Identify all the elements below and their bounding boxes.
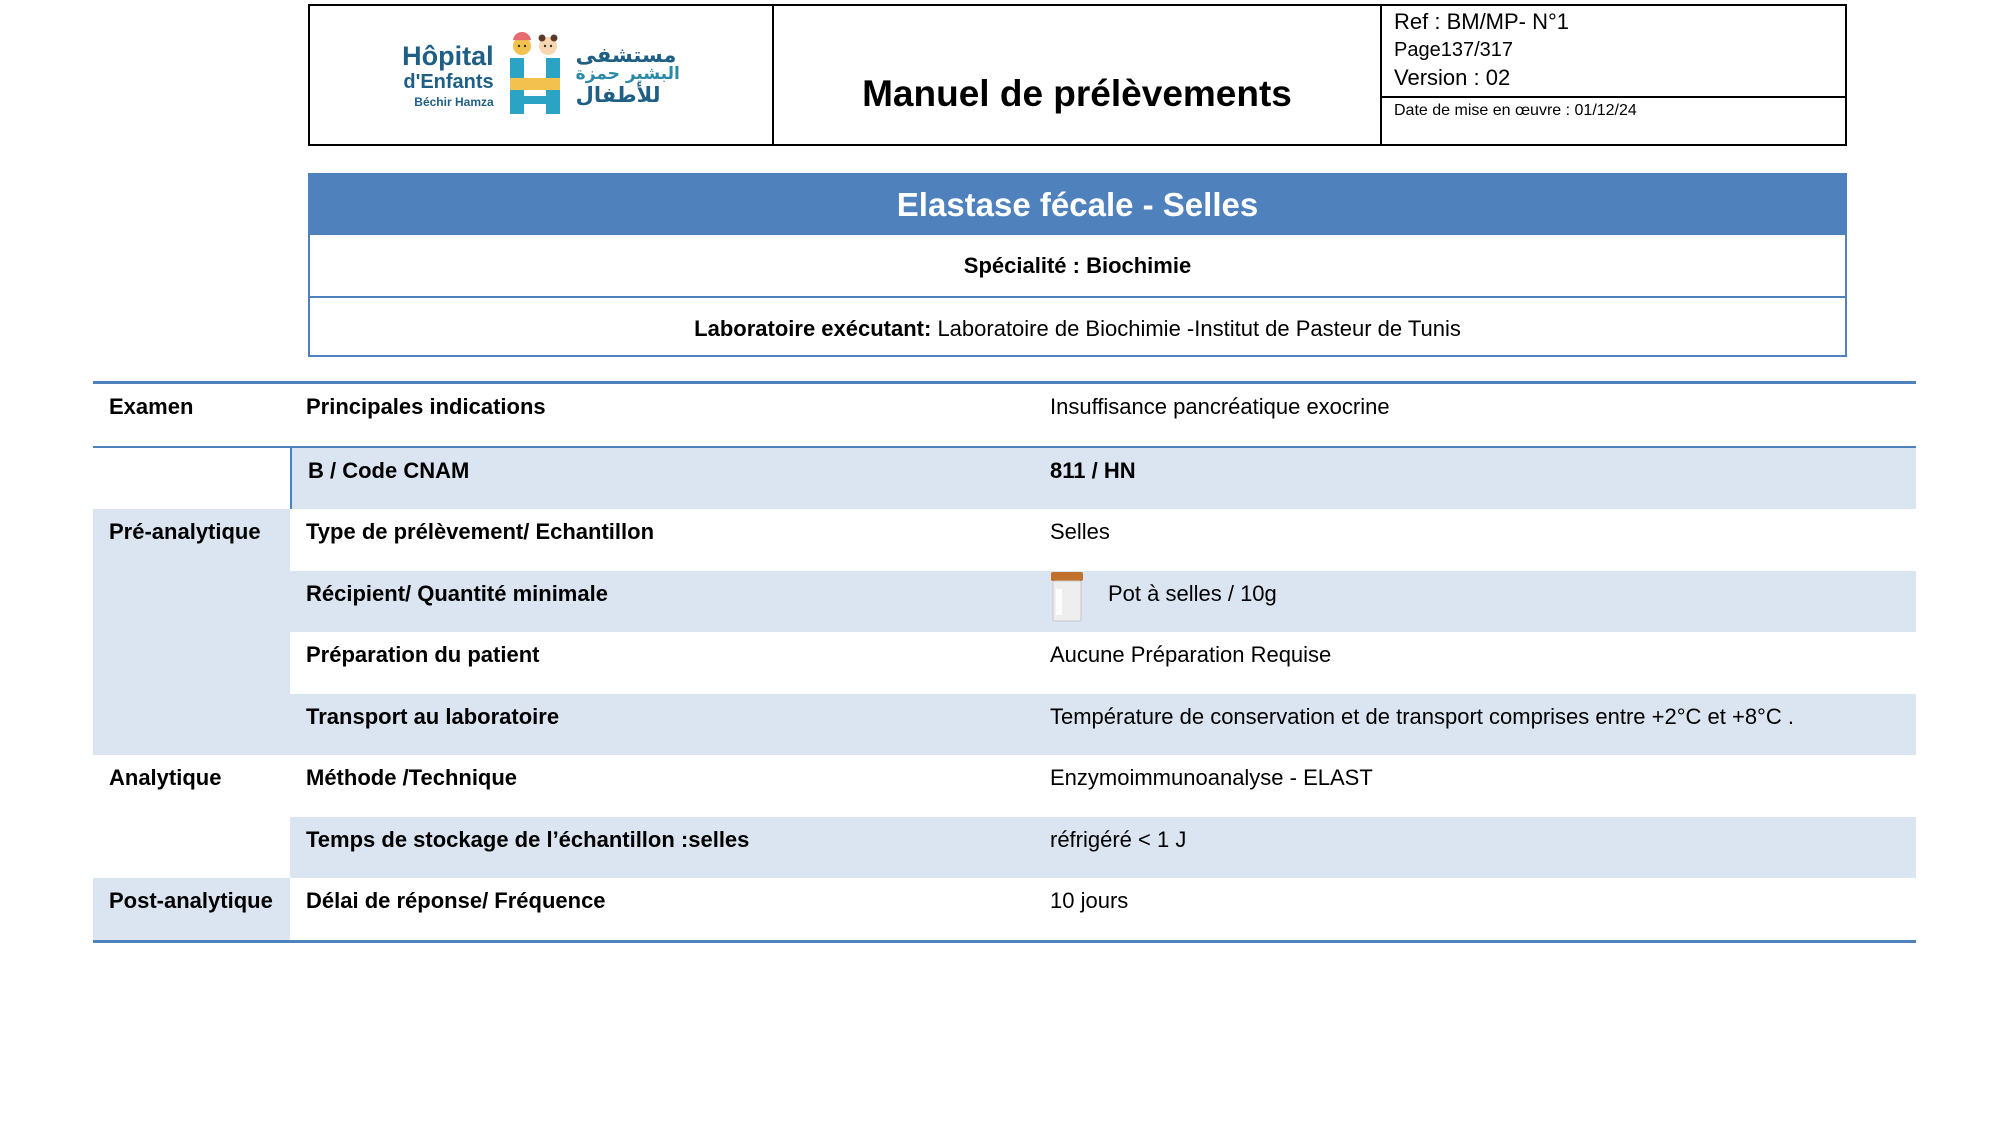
table-row — [93, 755, 1916, 817]
row-value-text: Température de conservation et de transport comprises entre +2°C et +8°C . — [1050, 703, 1794, 729]
row-value — [1050, 694, 1916, 756]
row-label: Type de prélèvement/ Echantillon — [306, 519, 655, 544]
logo-ar-line1: مستشفى — [575, 43, 677, 68]
table-row — [93, 694, 1916, 756]
row-label: Principales indications — [306, 394, 546, 419]
logo-french-text — [402, 40, 494, 109]
row-value — [1050, 817, 1916, 879]
manual-title: Manuel de prélèvements — [774, 6, 1382, 144]
meta-reference-block — [1382, 6, 1845, 98]
section-label — [93, 571, 290, 633]
row-value — [1050, 509, 1916, 571]
specimen-container-icon — [1050, 571, 1084, 623]
logo-fr-line2: d'Enfants — [403, 70, 494, 93]
row-label: Méthode /Technique — [306, 765, 518, 790]
row-label: Transport au laboratoire — [290, 694, 1050, 756]
specimen-table — [93, 381, 1916, 943]
table-row — [93, 571, 1916, 633]
table-row — [93, 878, 1916, 940]
row-value — [1050, 878, 1916, 940]
table-row — [93, 446, 1916, 510]
row-value — [1050, 384, 1916, 446]
section-label — [93, 632, 290, 694]
hospital-logo — [310, 6, 774, 144]
logo-fr-line3: Béchir Hamza — [414, 94, 494, 109]
version-number: Version : 02 — [1394, 65, 1511, 90]
row-label: Temps de stockage de l’échantillon :selles — [290, 817, 1050, 879]
row-value-text: 10 jours — [1050, 888, 1129, 913]
row-value-text: 811 / HN — [1050, 457, 1136, 483]
section-label: Post-analytique — [93, 878, 290, 940]
section-label: Examen — [109, 394, 194, 419]
page-number: Page137/317 — [1394, 39, 1514, 61]
table-row — [93, 384, 1916, 446]
logo-fr-line1: Hôpital — [402, 40, 494, 71]
row-value — [1050, 448, 1916, 510]
section-label — [93, 448, 290, 510]
logo-ar-line2: البشير حمزة — [575, 64, 680, 85]
section-label — [93, 817, 290, 879]
row-label: Préparation du patient — [306, 642, 540, 667]
row-label: Délai de réponse/ Fréquence — [306, 888, 606, 913]
test-title: Elastase fécale - Selles — [310, 175, 1845, 235]
row-value — [1050, 571, 1916, 633]
test-banner — [308, 173, 1847, 357]
row-value-text: réfrigéré < 1 J — [1050, 826, 1187, 852]
hospital-emblem-icon — [504, 32, 566, 118]
document-header — [308, 4, 1847, 146]
laboratoire-row — [310, 296, 1845, 359]
row-value-text: Selles — [1050, 519, 1110, 544]
section-label: Analytique — [109, 765, 222, 790]
row-label: B / Code CNAM — [290, 448, 1050, 510]
row-value-text: Enzymoimmunoanalyse - ELAST — [1050, 765, 1373, 790]
ref-number: Ref : BM/MP- N°1 — [1394, 9, 1570, 34]
table-row — [93, 632, 1916, 694]
table-row — [93, 817, 1916, 879]
row-value — [1050, 632, 1916, 694]
row-value-text: Pot à selles / 10g — [1108, 580, 1277, 606]
specialite-text: Spécialité : Biochimie — [963, 252, 1192, 278]
laboratoire-label: Laboratoire exécutant: — [694, 315, 932, 341]
logo-ar-line3: للأطفال — [575, 82, 661, 107]
row-value — [1050, 755, 1916, 817]
section-label: Pré-analytique — [93, 509, 290, 571]
row-label: Récipient/ Quantité minimale — [290, 571, 1050, 633]
laboratoire-value: Laboratoire de Biochimie -Institut de Pasteur de Tunis — [931, 315, 1461, 341]
effective-date: Date de mise en œuvre : 01/12/24 — [1394, 102, 1637, 119]
row-value-text: Aucune Préparation Requise — [1050, 642, 1332, 667]
document-meta — [1382, 6, 1845, 144]
table-row — [93, 509, 1916, 571]
specialite-row — [310, 235, 1845, 296]
row-value-text: Insuffisance pancréatique exocrine — [1050, 394, 1390, 419]
section-label — [93, 694, 290, 756]
logo-arabic-text — [576, 44, 680, 106]
